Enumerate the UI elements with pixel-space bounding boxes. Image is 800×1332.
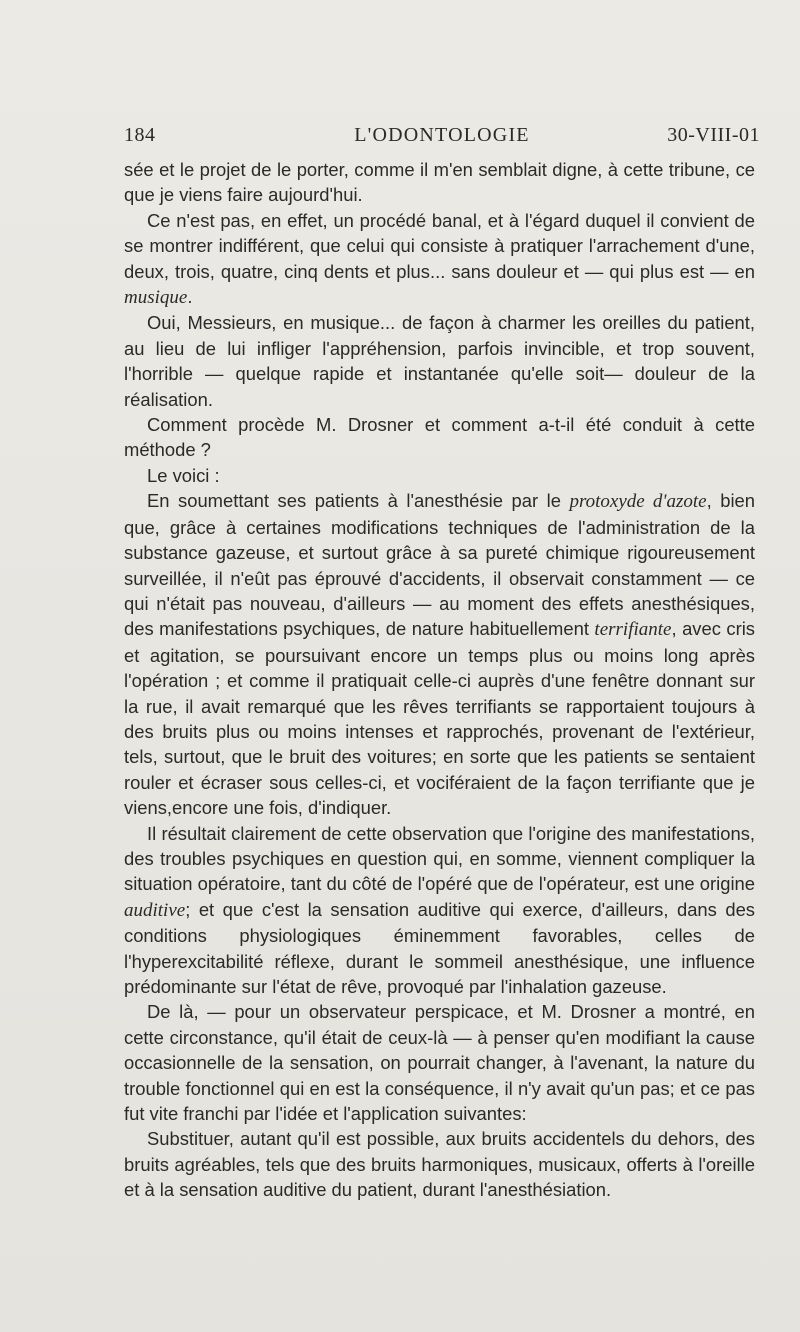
paragraph bbox=[124, 999, 755, 1126]
page-header bbox=[124, 124, 760, 152]
italic-term: musique bbox=[124, 287, 188, 309]
paragraph bbox=[124, 488, 755, 820]
paragraph bbox=[124, 412, 755, 463]
text-run: Il résultait clairement de cette observation que l'origine des manifestations, des troubles psychiques en question qui, en somme, viennent compliquer la situation opératoire, tant du côté de l'opéré que de l'opérateur, est une origine bbox=[124, 822, 755, 895]
paragraph bbox=[124, 1126, 755, 1202]
text-run: , bien que, grâce à certaines modifications techniques de l'administration de la substance gazeuse, et surtout grâce à sa pureté chimique rigoureusement surveillée, il n'eût pas éprouvé d'accidents, il observait constamment — ce qui n'était pas nouveau, d'ailleurs — au moment des effets anesthésiques, des manifestations psychiques, de nature habituellement bbox=[124, 490, 756, 640]
text-run: ; et que c'est la sensation auditive qui exerce, d'ailleurs, dans des conditions physiologiques éminemment favorables, celles de l'hyperexcitabilité réflexe, durant le sommeil anesthésique, une influence prédominante sur l'état de rêve, provoqué par l'inhalation gazeuse. bbox=[124, 898, 755, 997]
italic-term: auditive bbox=[124, 899, 186, 921]
text-run: Comment procède M. Drosner et comment a-t-il été conduit à cette méthode ? bbox=[124, 414, 755, 461]
text-run: En soumettant ses patients à l'anesthésie par le bbox=[147, 490, 570, 512]
italic-term: protoxyde d'azote bbox=[569, 491, 707, 513]
italic-term: terrifiante bbox=[594, 619, 672, 641]
paragraph bbox=[124, 463, 755, 488]
paragraph bbox=[124, 821, 755, 1000]
paragraph bbox=[124, 208, 755, 311]
text-run: Oui, Messieurs, en musique... de façon à charmer les oreilles du patient, au lieu de lui infliger l'appréhension, parfois invincible, et trop souvent, l'horrible — quelque rapide et instantanée qu'elle soit— douleur de la réalisation. bbox=[124, 312, 755, 410]
paragraph bbox=[124, 310, 755, 412]
text-run: sée et le projet de le porter, comme il m'en semblait digne, à cette tribune, ce que je viens faire aujourd'hui. bbox=[124, 159, 755, 206]
article-body bbox=[124, 157, 755, 1203]
issue-date: 30-VIII-01 bbox=[667, 124, 760, 146]
text-run: Le voici : bbox=[147, 464, 220, 486]
text-run: , avec cris et agitation, se poursuivant encore un temps plus ou moins long après l'opération ; et comme il pratiquait celle-ci auprès d'une fenêtre donnant sur la rue, il avait remarqué que les rêves terrifiants se rapportaient toujours à des bruits plus ou moins intenses et rapprochés, provenant de l'extérieur, tels, surtout, que le bruit des voitures; en sorte que les patients se sentaient rouler et écraser sous celles-ci, et vociféraient de la façon terrifiante que je viens,encore une fois, d'indiquer. bbox=[124, 618, 755, 819]
text-run: De là, — pour un observateur perspicace, et M. Drosner a montré, en cette circonstance, qu'il était de ceux-là — à penser qu'en modifiant la cause occasionnelle de la sensation, on pourrait changer, à l'avenant, la nature du trouble fonctionnel qui en est la conséquence, il n'y avait qu'un pas; et ce pas fut vite franchi par l'idée et l'application suivantes: bbox=[124, 1001, 755, 1125]
text-run: . bbox=[187, 286, 193, 308]
paragraph bbox=[124, 157, 755, 208]
text-run: Ce n'est pas, en effet, un procédé banal, et à l'égard duquel il convient de se montrer indifférent, que celui qui consiste à pratiquer l'arrachement d'une, deux, trois, quatre, cinq dents et plus... sans douleur et — qui plus est — en bbox=[124, 209, 755, 282]
page-number: 184 bbox=[124, 124, 156, 146]
text-run: Substituer, autant qu'il est possible, aux bruits accidentels du dehors, des bruits agréables, tels que des bruits harmoniques, musicaux, offerts à l'oreille et à la sensation auditive du patient, durant l'anesthésiation. bbox=[124, 1128, 755, 1201]
running-title: L'ODONTOLOGIE bbox=[354, 124, 530, 146]
